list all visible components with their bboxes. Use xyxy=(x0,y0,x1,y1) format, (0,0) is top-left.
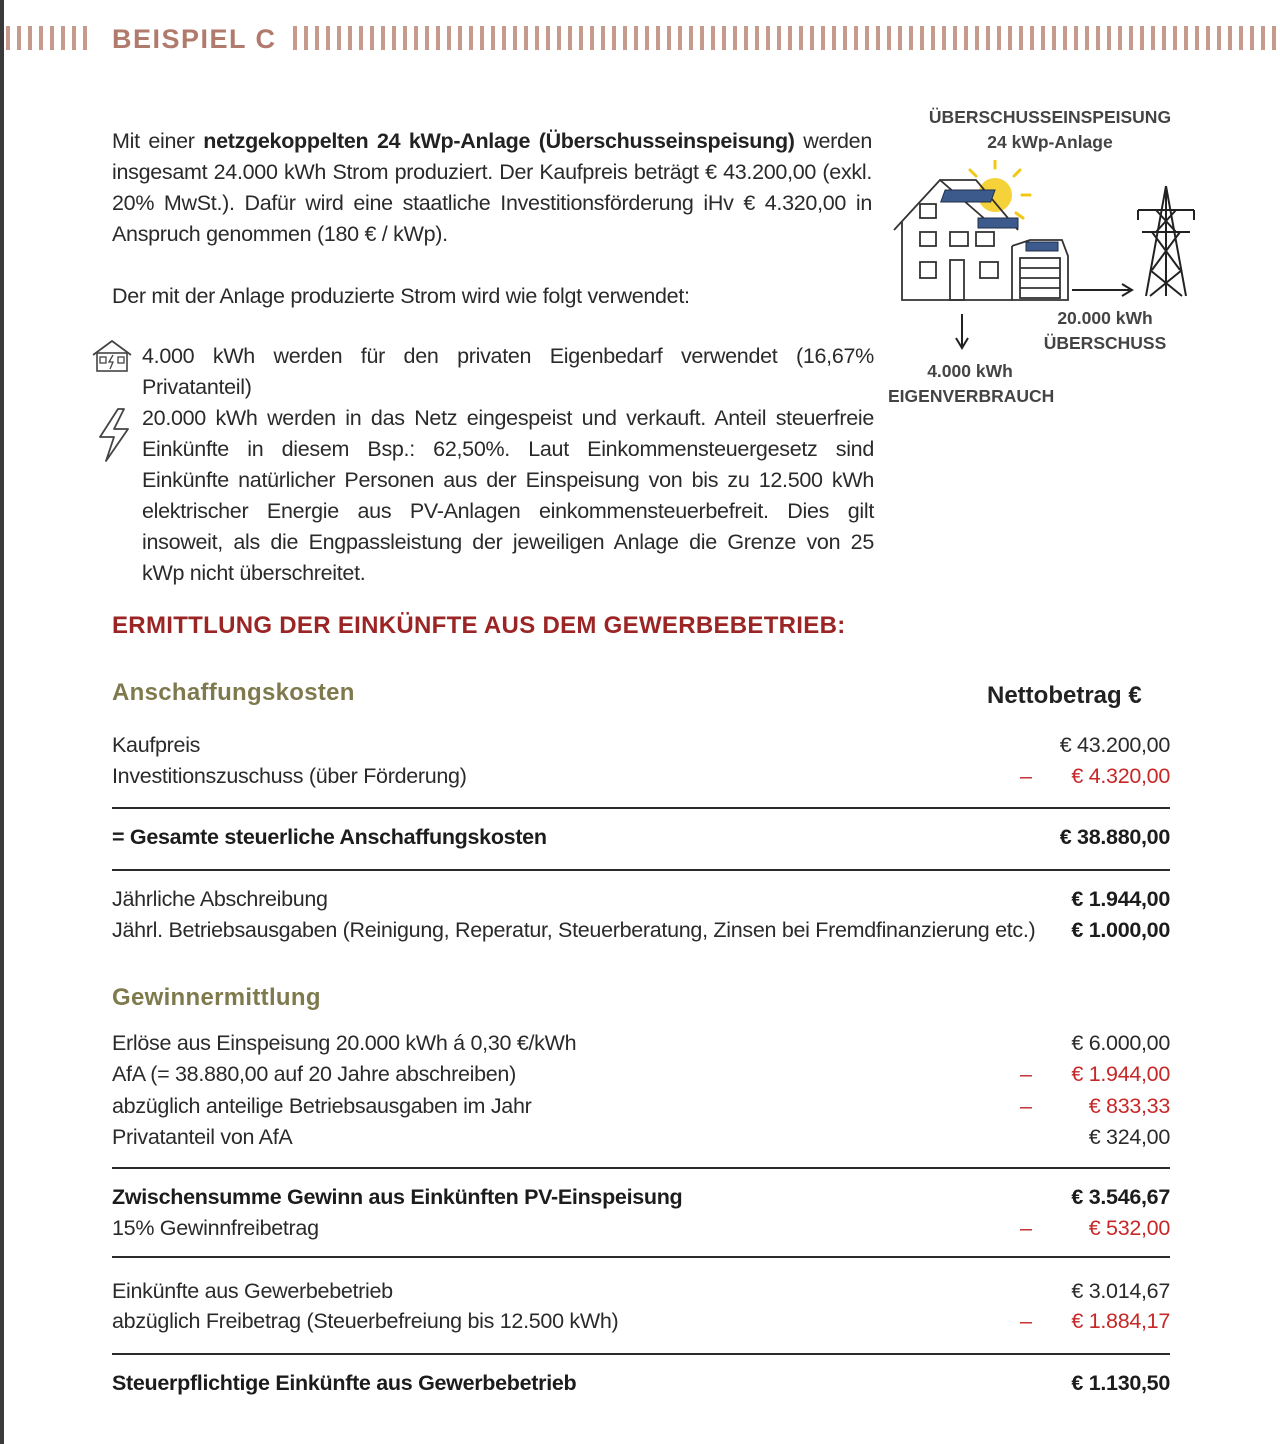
intro-text-start: Mit einer xyxy=(112,129,204,153)
intro-plant-type: netzgekoppelten 24 kWp-Anlage (Überschusseinspeisung) xyxy=(203,129,795,153)
table-row-business-income xyxy=(112,1276,1170,1307)
row-label: Einkünfte aus Gewerbebetrieb xyxy=(112,1279,393,1303)
usage-item-grid-feed: 20.000 kWh werden in das Netz eingespeist und verkauft. Anteil steuerfreie Einkünfte in diesem Bsp.: 62,50%. Laut Einkommensteuergesetz sind Einkünfte natürlicher Personen aus der Einspeisung von bis zu 12.500 kWh elektrischer Energie aus PV-Anlagen einkommensteuerbefreit. Dies gilt insoweit, als die Engpassleistung der jeweiligen Anlage die Grenze von 25 kWp nicht überschreitet. xyxy=(142,406,874,585)
header-decorative-bars-left xyxy=(6,26,91,50)
example-title: BEISPIEL C xyxy=(112,24,277,54)
row-value: € 324,00 xyxy=(1088,1125,1170,1149)
row-label: AfA (= 38.880,00 auf 20 Jahre abschreiben) xyxy=(112,1062,516,1086)
house-icon xyxy=(90,338,134,374)
table-row-private-share xyxy=(112,1122,1170,1153)
example-header xyxy=(0,18,1280,62)
row-label: Privatanteil von AfA xyxy=(112,1125,293,1149)
row-label: Erlöse aus Einspeisung 20.000 kWh á 0,30 €/kWh xyxy=(112,1031,577,1055)
diagram-title-line2: 24 kWp-Anlage xyxy=(987,132,1113,152)
row-value: € 6.000,00 xyxy=(1071,1031,1170,1055)
row-label: abzüglich anteilige Betriebsausgaben im Jahr xyxy=(112,1094,532,1118)
table-row-operating-expenses xyxy=(112,915,1170,946)
row-value: € 4.320,00 xyxy=(1071,764,1170,788)
row-label: = Gesamte steuerliche Anschaffungskosten xyxy=(112,825,547,849)
divider xyxy=(112,1256,1170,1258)
row-label: 15% Gewinnfreibetrag xyxy=(112,1216,319,1240)
row-label: Kaufpreis xyxy=(112,733,201,757)
table-row-exemption xyxy=(112,1306,1170,1337)
row-value: € 1.944,00 xyxy=(1071,887,1170,911)
net-amount-column-header: Nettobetrag € xyxy=(987,682,1142,709)
table-row-expense-share xyxy=(112,1091,1170,1122)
table-row-subtotal xyxy=(112,1182,1170,1213)
table-row-depreciation xyxy=(112,884,1170,915)
row-value: € 1.944,00 xyxy=(1071,1062,1170,1086)
row-value: € 38.880,00 xyxy=(1059,825,1170,849)
row-label: Investitionszuschuss (über Förderung) xyxy=(112,764,467,788)
row-value: € 833,33 xyxy=(1088,1094,1170,1118)
minus-sign: – xyxy=(1020,1094,1032,1118)
lightning-icon xyxy=(94,407,134,463)
divider xyxy=(112,1167,1170,1169)
row-value: € 43.200,00 xyxy=(1059,733,1170,757)
header-decorative-bars-right xyxy=(293,26,1278,50)
table-row-purchase-price xyxy=(112,730,1170,761)
table-row-revenue xyxy=(112,1028,1170,1059)
diagram-surplus-line1: 20.000 kWh xyxy=(1057,308,1153,328)
row-value: € 3.014,67 xyxy=(1071,1279,1170,1303)
page-left-border xyxy=(0,0,4,1444)
row-label: Jährl. Betriebsausgaben (Reinigung, Reperatur, Steuerberatung, Zinsen bei Fremdfinanzierung etc.) xyxy=(112,918,1036,942)
row-value: € 532,00 xyxy=(1088,1216,1170,1240)
house-with-solar-illustration xyxy=(880,160,1280,310)
profit-determination-title: Gewinnermittlung xyxy=(112,984,321,1011)
row-label: abzüglich Freibetrag (Steuerbefreiung bis 12.500 kWh) xyxy=(112,1309,619,1333)
usage-item-own-consumption: 4.000 kWh werden für den privaten Eigenbedarf verwendet (16,67% Privatanteil) xyxy=(142,344,874,399)
row-value: € 1.000,00 xyxy=(1071,918,1170,942)
minus-sign: – xyxy=(1020,1216,1032,1240)
acquisition-costs-title: Anschaffungskosten xyxy=(112,679,355,706)
table-row-subsidy xyxy=(112,761,1170,792)
diagram-title xyxy=(920,105,1180,155)
power-pylon-icon xyxy=(1138,186,1194,296)
table-row-profit-allowance xyxy=(112,1213,1170,1244)
row-label: Jährliche Abschreibung xyxy=(112,887,328,911)
minus-sign: – xyxy=(1020,1309,1032,1333)
diagram-own-consumption-label xyxy=(888,359,1055,409)
table-row-total-acquisition xyxy=(112,822,1170,853)
arrow-right-icon xyxy=(1072,284,1132,296)
row-value: € 1.130,50 xyxy=(1071,1371,1170,1395)
row-label: Zwischensumme Gewinn aus Einkünften PV-Einspeisung xyxy=(112,1185,683,1209)
surplus-feed-diagram xyxy=(880,100,1280,420)
row-value: € 1.884,17 xyxy=(1071,1309,1170,1333)
usage-lead-text: Der mit der Anlage produzierte Strom wird wie folgt verwendet: xyxy=(112,284,690,308)
diagram-title-line1: ÜBERSCHUSSEINSPEISUNG xyxy=(928,107,1172,127)
diagram-own-line1: 4.000 kWh xyxy=(927,361,1013,381)
divider xyxy=(112,1353,1170,1355)
divider xyxy=(112,807,1170,809)
row-label: Steuerpflichtige Einkünfte aus Gewerbebetrieb xyxy=(112,1371,577,1395)
diagram-surplus-line2: ÜBERSCHUSS xyxy=(1043,333,1167,353)
diagram-surplus-label xyxy=(1040,306,1170,356)
intro-paragraph xyxy=(112,126,872,250)
intro-text-rest: werden insgesamt 24.000 kWh Strom produziert. Der Kaufpreis beträgt € 43.200,00 (exkl. 20% MwSt.). Dafür wird eine staatliche Investitionsförderung iHv € 4.320,00 in Anspruch genommen (180 € / kWp). xyxy=(112,129,872,246)
diagram-own-line2: EIGENVERBRAUCH xyxy=(888,386,1055,406)
row-value: € 3.546,67 xyxy=(1071,1185,1170,1209)
section-title: ERMITTLUNG DER EINKÜNFTE AUS DEM GEWERBEBETRIEB: xyxy=(112,612,846,639)
arrow-down-icon xyxy=(952,312,972,352)
minus-sign: – xyxy=(1020,1062,1032,1086)
table-row-afa xyxy=(112,1059,1170,1090)
divider xyxy=(112,869,1170,871)
table-row-taxable-income xyxy=(112,1368,1170,1399)
minus-sign: – xyxy=(1020,764,1032,788)
